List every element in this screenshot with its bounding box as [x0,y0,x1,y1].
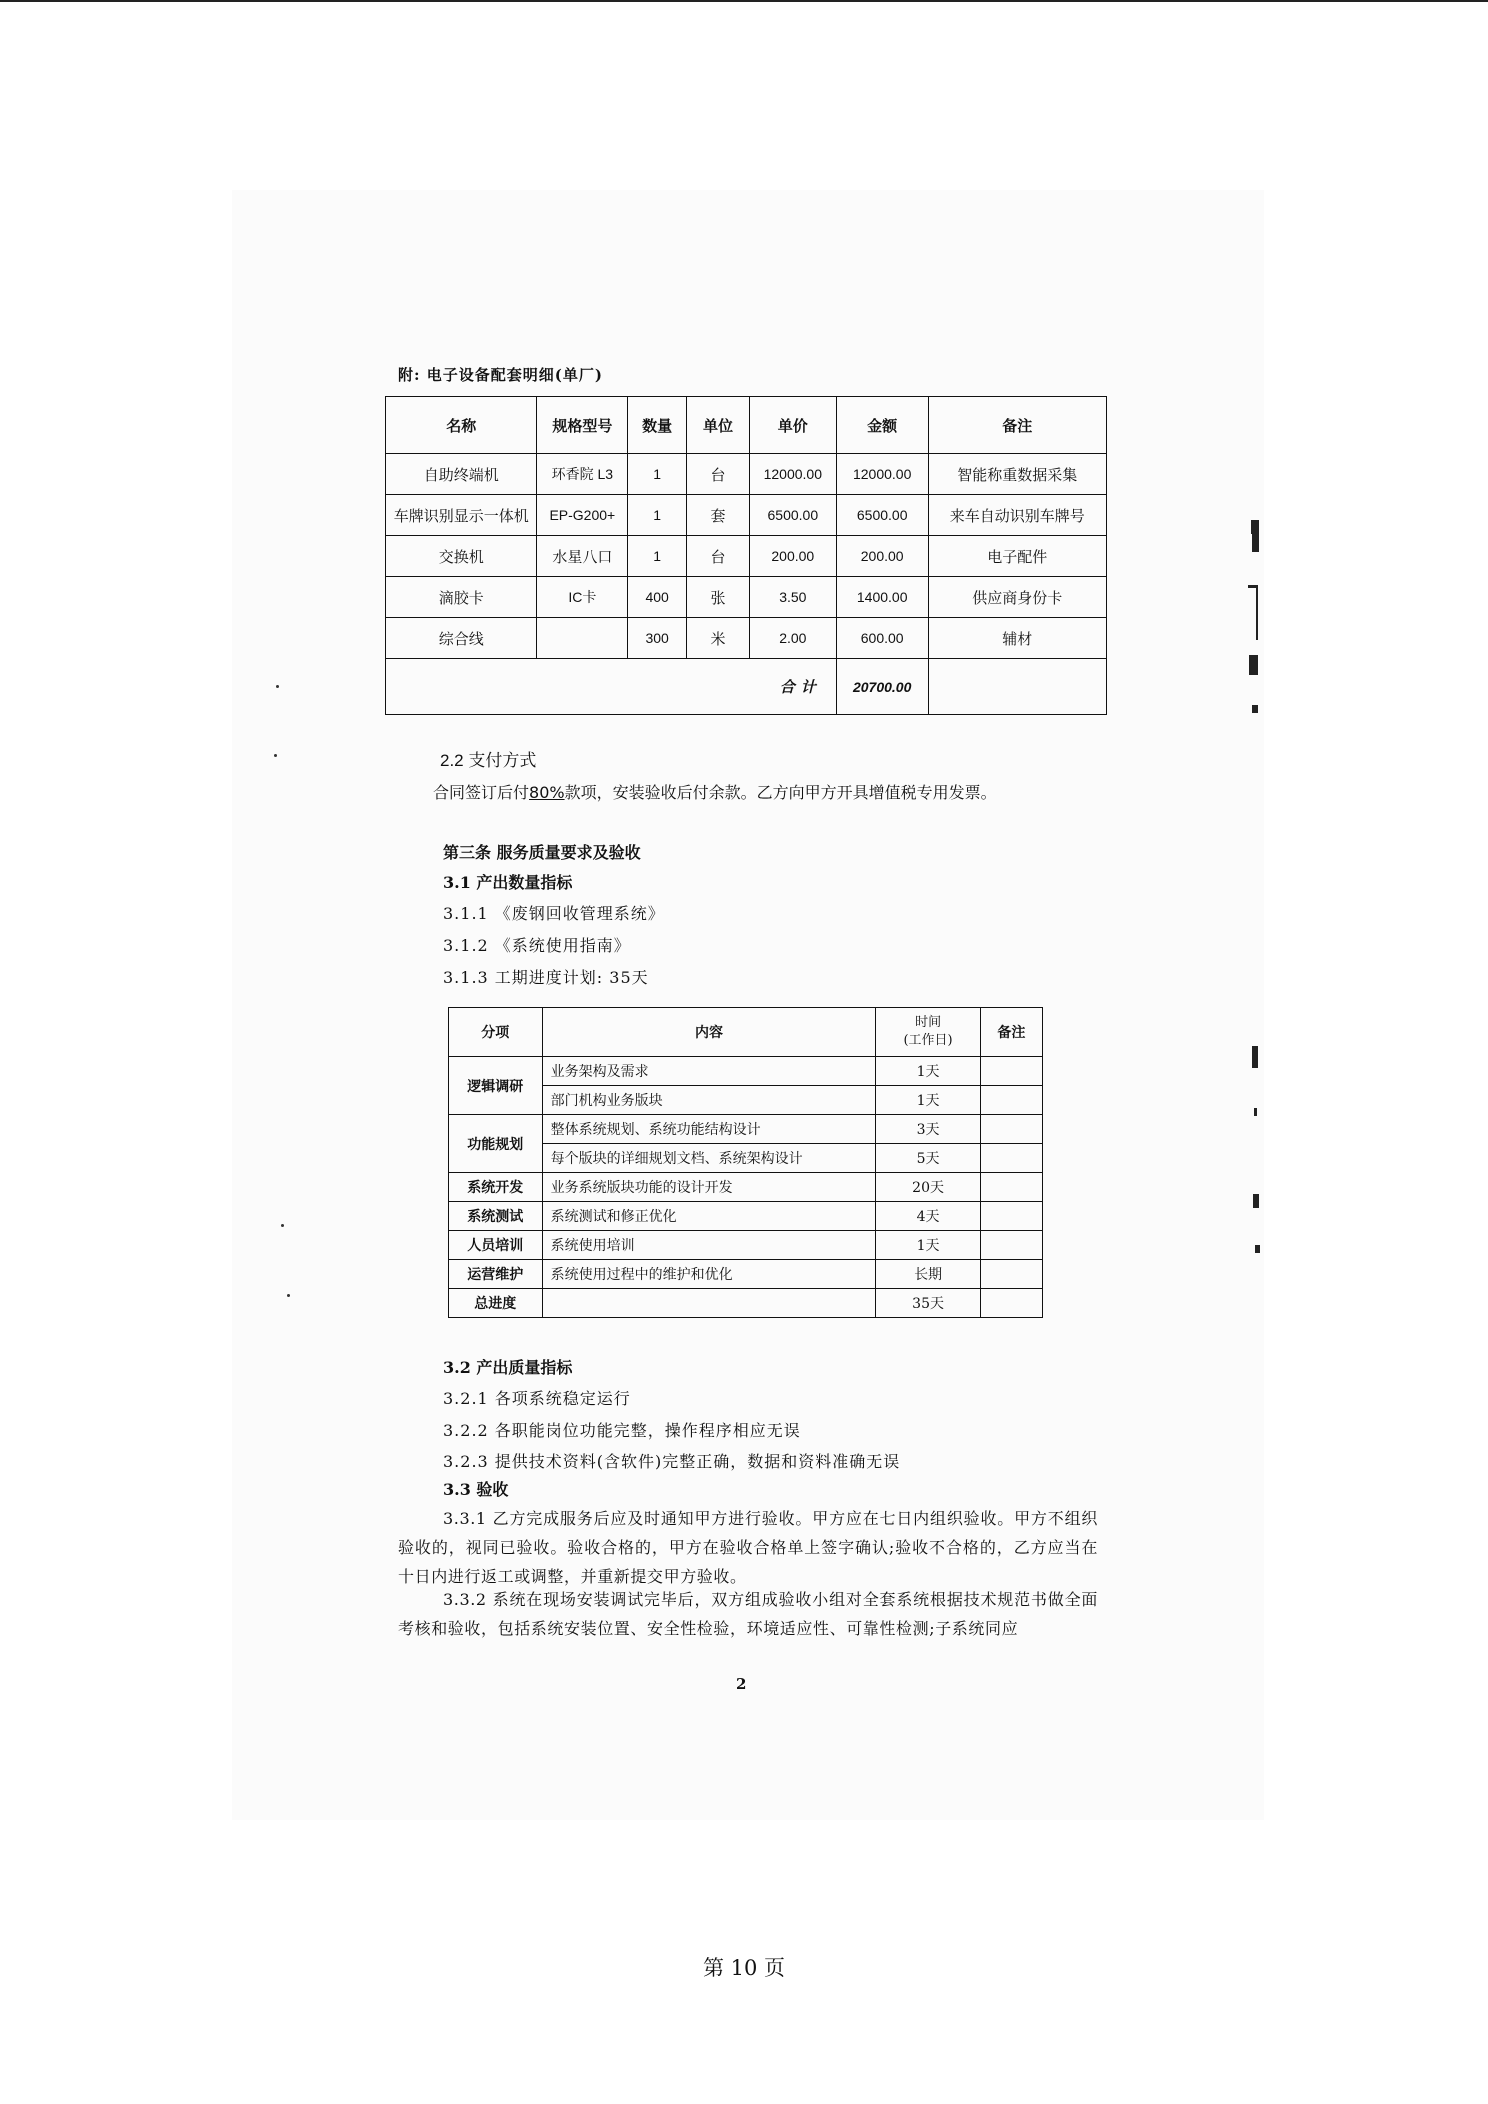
article3-heading: 第三条 服务质量要求及验收 [443,843,641,862]
column-header: 备注 [928,397,1106,454]
column-header: 分项 [449,1008,543,1057]
cell-price: 3.50 [749,577,836,618]
cell-content [542,1289,876,1318]
column-header: 备注 [980,1008,1042,1057]
section-heading: 3.3 验收 [443,1480,509,1499]
cell-model: IC卡 [537,577,628,618]
cell-qty: 300 [628,618,687,659]
cell-amount: 600.00 [836,618,928,659]
cell-qty: 1 [628,454,687,495]
section-item: 3.1.2 《系统使用指南》 [443,936,631,955]
cell-content: 业务系统版块功能的设计开发 [542,1173,876,1202]
cell-amount: 1400.00 [836,577,928,618]
footer-page-number: 第 10 页 [702,1956,786,1980]
cell-unit: 台 [687,536,750,577]
cell-time: 4天 [876,1202,980,1231]
edge-mark [1253,1194,1259,1208]
cell-name: 综合线 [386,618,537,659]
edge-mark [1252,522,1259,552]
cell-note: 供应商身份卡 [928,577,1106,618]
cell-content: 系统测试和修正优化 [542,1202,876,1231]
schedule-table [448,1007,1043,1318]
payment-text [433,780,997,803]
table-row [386,536,1107,577]
cell-name: 滴胶卡 [386,577,537,618]
cell-qty: 1 [628,495,687,536]
table-header-row [449,1008,1043,1057]
cell-amount: 200.00 [836,536,928,577]
table-row [449,1231,1043,1260]
time-header-line: 时间 [915,1015,942,1030]
cell-content: 系统使用培训 [542,1231,876,1260]
section-item: 3.2.1 各项系统稳定运行 [443,1389,631,1408]
edge-mark [1254,1108,1257,1116]
stray-dot [276,685,279,688]
cell-note: 电子配件 [928,536,1106,577]
cell-time: 35天 [876,1289,980,1318]
table-row [449,1173,1043,1202]
cell-time: 20天 [876,1173,980,1202]
cell-time: 1天 [876,1231,980,1260]
cell-unit: 套 [687,495,750,536]
cell-content: 业务架构及需求 [542,1057,876,1086]
paragraph: 3.3.2 系统在现场安装调试完毕后，双方组成验收小组对全套系统根据技术规范书做全面考核和验收，包括系统安装位置、安全性检验，环境适应性、可靠性检测;子系统同应 [398,1590,1098,1638]
equipment-table [385,396,1107,715]
cell-price: 12000.00 [749,454,836,495]
cell-model [537,618,628,659]
cell-part: 功能规划 [449,1115,543,1173]
cell-content: 系统使用过程中的维护和优化 [542,1260,876,1289]
total-value: 20700.00 [836,659,928,715]
section-item: 3.1.1 《废钢回收管理系统》 [443,904,665,923]
cell-qty: 1 [628,536,687,577]
cell-qty: 400 [628,577,687,618]
cell-time: 3天 [876,1115,980,1144]
table-header-row [386,397,1107,454]
stray-dot [281,1224,284,1227]
column-header: 单位 [687,397,750,454]
payment-text-part: 合同签订后付 [433,783,530,802]
stray-dot [274,754,277,757]
cell-name: 车牌识别显示一体机 [386,495,537,536]
payment-heading: 2.2 支付方式 [440,751,537,770]
time-header-line: (工作日) [903,1033,953,1048]
cell-unit: 台 [687,454,750,495]
cell-price: 2.00 [749,618,836,659]
stray-dot [287,1294,290,1297]
section-heading: 3.1 产出数量指标 [443,873,573,892]
cell-time: 5天 [876,1144,980,1173]
equipment-list-title: 附: 电子设备配套明细(单厂) [398,366,603,384]
paragraph: 3.3.1 乙方完成服务后应及时通知甲方进行验收。甲方应在七日内组织验收。甲方不组织验收的，视同已验收。验收合格的，甲方在验收合格单上签字确认;验收不合格的，乙方应当在十日内进行返工或调整，并重新提交甲方验收。 [398,1509,1098,1586]
total-label: 合计 [386,659,837,715]
cell-time: 1天 [876,1086,980,1115]
section-item: 3.2.3 提供技术资料(含软件)完整正确，数据和资料准确无误 [443,1452,901,1471]
edge-mark [1256,588,1258,640]
cell-price: 200.00 [749,536,836,577]
table-row [386,618,1107,659]
cell-name: 自助终端机 [386,454,537,495]
cell-price: 6500.00 [749,495,836,536]
cell-part: 人员培训 [449,1231,543,1260]
edge-mark [1255,1245,1260,1253]
cell-time: 长期 [876,1260,980,1289]
section-heading: 3.2 产出质量指标 [443,1358,573,1377]
cell-model: 环香院 L3 [537,454,628,495]
cell-unit: 张 [687,577,750,618]
cell-amount: 12000.00 [836,454,928,495]
table-row [449,1057,1043,1086]
cell-model: 水星八口 [537,536,628,577]
edge-mark [1249,655,1258,675]
cell-note [980,1260,1042,1289]
inner-page-number: 2 [736,1675,747,1693]
cell-part: 运营维护 [449,1260,543,1289]
table-row [386,454,1107,495]
payment-text-part: 款项，安装验收后付余款。乙方向甲方开具增值税专用发票。 [564,783,997,802]
edge-mark [1252,705,1258,713]
column-header: 名称 [386,397,537,454]
cell-note [980,1086,1042,1115]
cell-unit: 米 [687,618,750,659]
cell-note: 辅材 [928,618,1106,659]
cell-part: 总进度 [449,1289,543,1318]
cell-content: 部门机构业务版块 [542,1086,876,1115]
cell-model: EP-G200+ [537,495,628,536]
table-row [449,1115,1043,1144]
section-item: 3.1.3 工期进度计划: 35天 [443,968,649,987]
cell-part: 逻辑调研 [449,1057,543,1115]
table-row [449,1260,1043,1289]
cell-name: 交换机 [386,536,537,577]
total-row [386,659,1107,715]
cell-note [928,659,1106,715]
table-row [449,1202,1043,1231]
payment-percent: 80% [529,783,565,802]
cell-amount: 6500.00 [836,495,928,536]
column-header-time [876,1008,980,1057]
cell-content: 每个版块的详细规划文档、系统架构设计 [542,1144,876,1173]
edge-mark [1252,1046,1258,1068]
column-header: 数量 [628,397,687,454]
section-item: 3.2.2 各职能岗位功能完整，操作程序相应无误 [443,1421,801,1440]
table-row [386,495,1107,536]
cell-note: 智能称重数据采集 [928,454,1106,495]
cell-note [980,1289,1042,1318]
cell-note [980,1144,1042,1173]
cell-note [980,1231,1042,1260]
page-top-border [0,0,1488,2]
column-header: 单价 [749,397,836,454]
cell-note [980,1173,1042,1202]
cell-note: 来车自动识别车牌号 [928,495,1106,536]
cell-note [980,1057,1042,1086]
cell-time: 1天 [876,1057,980,1086]
cell-note [980,1115,1042,1144]
column-header: 规格型号 [537,397,628,454]
cell-note [980,1202,1042,1231]
column-header: 金额 [836,397,928,454]
cell-part: 系统测试 [449,1202,543,1231]
table-row [386,577,1107,618]
cell-content: 整体系统规划、系统功能结构设计 [542,1115,876,1144]
table-row [449,1289,1043,1318]
cell-part: 系统开发 [449,1173,543,1202]
column-header: 内容 [542,1008,876,1057]
